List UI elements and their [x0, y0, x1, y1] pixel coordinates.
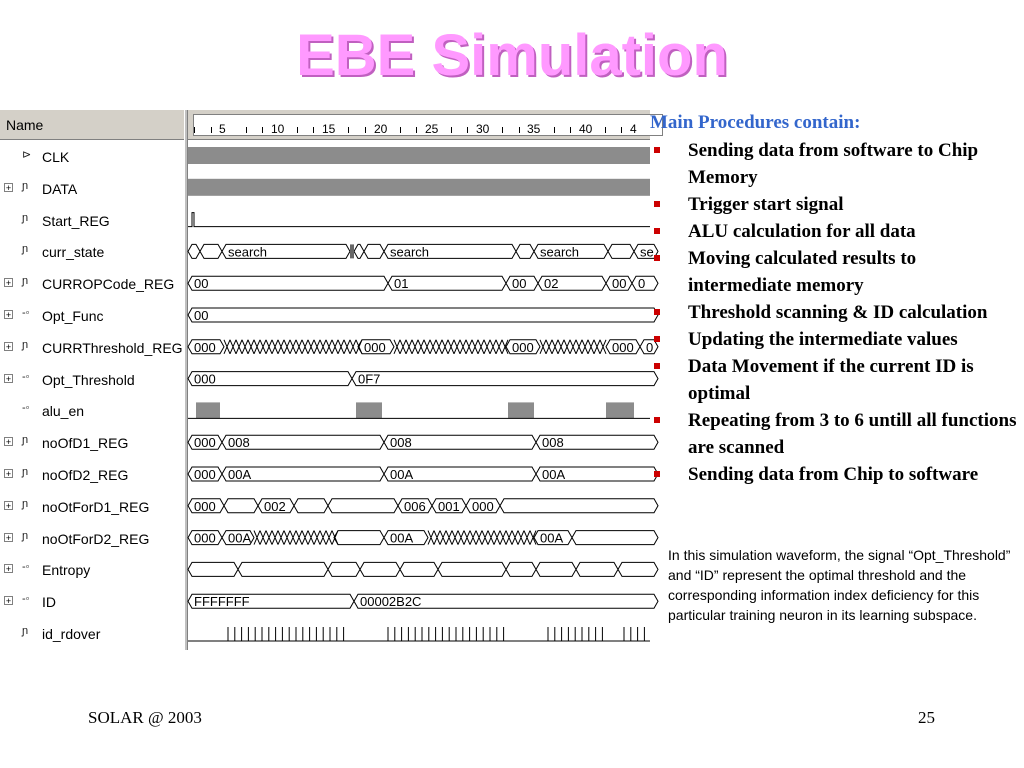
bus-value: 000 [194, 498, 216, 514]
bus-icon: ɲ [22, 179, 29, 192]
ruler-tick-label: 5 [219, 122, 226, 136]
bus-value: 000 [512, 339, 534, 355]
ruler-minor-tick [570, 127, 571, 133]
output-port-icon: -◦ [22, 307, 30, 319]
procedure-item [650, 245, 1020, 299]
bullet-icon [654, 336, 660, 342]
bullet-icon [654, 309, 660, 315]
alu-enable-pulse [196, 402, 220, 418]
expand-icon[interactable]: + [5, 596, 12, 607]
signal-row[interactable] [0, 459, 186, 491]
ruler-tick-label: 20 [374, 122, 388, 136]
bullet-icon [654, 201, 660, 207]
bus-value: search [228, 244, 268, 260]
signal-row[interactable] [0, 300, 186, 332]
signal-name: noOfD1_REG [42, 435, 129, 452]
procedure-item [650, 407, 1020, 461]
bus-toggle-region [394, 340, 508, 354]
signal-name: Entropy [42, 562, 91, 579]
bus-value: se [640, 244, 654, 260]
bus-segment [536, 562, 576, 576]
slide-title: EBE Simulation [296, 23, 728, 88]
bus-value: 0 [638, 276, 646, 292]
bus-toggle-region [540, 340, 606, 354]
bus-value: 00A [228, 530, 252, 546]
bus-segment [400, 562, 438, 576]
bus-value: 008 [228, 435, 250, 451]
bus-value: search [390, 244, 430, 260]
signal-name: CLK [42, 149, 70, 165]
ruler-tick-label: 15 [322, 122, 336, 136]
expand-icon[interactable]: + [5, 278, 12, 289]
alu-enable-pulse [356, 402, 382, 418]
bus-value: 0 [646, 339, 654, 355]
signal-row[interactable] [0, 586, 186, 618]
alu-enable-pulse [606, 402, 634, 418]
procedures-heading: Main Procedures contain: [650, 112, 861, 133]
signal-row[interactable] [0, 173, 186, 205]
bus-value: 000 [612, 339, 634, 355]
bus-value: FFFFFFF [194, 594, 250, 610]
procedure-text: Threshold scanning & ID calculation [688, 302, 988, 323]
expand-icon[interactable]: + [5, 341, 12, 352]
bus-segment [438, 562, 506, 576]
bus-segment [352, 372, 658, 386]
bus-segment [188, 562, 238, 576]
bus-value: 0F7 [358, 371, 381, 387]
procedure-item [650, 218, 1020, 245]
bus-value: 00A [390, 530, 414, 546]
ruler-tick-label: 4 [630, 122, 637, 136]
bus-value: 002 [264, 498, 286, 514]
bus-value: 008 [390, 435, 412, 451]
output-port-icon: -◦ [22, 593, 30, 606]
bus-value: 000 [364, 339, 386, 355]
signal-row[interactable] [0, 236, 186, 268]
bus-segment [364, 244, 384, 258]
bus-value: 00A [540, 530, 564, 546]
clock-fill [188, 147, 650, 164]
procedure-text: Updating the intermediate values [688, 329, 958, 350]
signal-name: Opt_Func [42, 308, 104, 324]
bullet-icon [654, 471, 660, 477]
procedure-item [650, 461, 1020, 488]
signal-name: id_rdover [42, 626, 101, 642]
bus-value: 00A [390, 467, 414, 482]
bus-segment [618, 562, 658, 576]
bullet-icon [654, 228, 660, 234]
expand-icon[interactable]: + [5, 500, 12, 511]
expand-icon[interactable]: + [5, 532, 12, 543]
bus-segment [506, 562, 536, 576]
bus-toggle-region [224, 340, 362, 354]
bus-toggle-region [428, 531, 536, 545]
bus-value: 000 [194, 339, 216, 355]
procedure-item [650, 326, 1020, 353]
signal-row[interactable] [0, 205, 186, 237]
ruler-minor-tick [313, 127, 314, 133]
ruler-tick-label: 10 [271, 122, 285, 136]
ruler-minor-tick [297, 127, 298, 133]
signal-name: curr_state [42, 244, 105, 261]
signal-name: CURROPCode_REG [42, 276, 175, 293]
bus-segment [516, 244, 534, 258]
bullet-icon [654, 255, 660, 261]
input-port-icon: ⊳ [22, 149, 32, 161]
ruler-minor-tick [365, 127, 366, 133]
bullet-icon [654, 147, 660, 153]
bus-value: 000 [194, 435, 216, 451]
ruler-minor-tick [502, 127, 503, 133]
bus-segment [328, 562, 360, 576]
signal-row[interactable] [0, 491, 186, 523]
ruler-minor-tick [451, 127, 452, 133]
start-pulse [188, 213, 650, 227]
procedure-text: ALU calculation for all data [688, 221, 916, 242]
bus-value: 000 [194, 530, 216, 546]
bus-value: 001 [438, 498, 460, 514]
ruler-minor-tick [194, 127, 195, 133]
bus-segment [200, 244, 222, 258]
state-marker [350, 244, 354, 258]
bus-segment [500, 499, 658, 513]
bus-value: 008 [542, 435, 564, 451]
ruler-minor-tick [621, 127, 622, 133]
signal-name: Opt_Threshold [42, 371, 135, 388]
signal-row[interactable] [0, 141, 186, 173]
bus-segment [224, 499, 258, 513]
procedure-text: Sending data from Chip to software [688, 464, 979, 485]
ruler-minor-tick [605, 127, 606, 133]
signal-name: ID [42, 594, 56, 611]
ruler-minor-tick [416, 127, 417, 133]
name-header-label: Name [6, 117, 44, 133]
bus-value: 000 [194, 371, 216, 387]
expand-icon[interactable]: + [5, 373, 12, 384]
procedure-text: Data Movement if the current ID is optimal [688, 356, 974, 404]
bus-toggle-region [254, 531, 338, 545]
procedure-item [650, 299, 1020, 326]
signal-row[interactable] [0, 364, 186, 396]
bus-value: 000 [472, 498, 494, 514]
bus-value: 00A [542, 467, 566, 482]
bus-value: 000 [194, 467, 216, 482]
bus-segment [576, 562, 618, 576]
procedure-item [650, 353, 1020, 407]
bus-segment [334, 531, 384, 545]
signal-row[interactable] [0, 523, 186, 555]
procedure-item [650, 191, 1020, 218]
ruler-tick-label: 35 [527, 122, 541, 136]
bus-segment [360, 562, 400, 576]
signal-row[interactable] [0, 427, 186, 459]
ruler-minor-tick [211, 127, 212, 133]
procedure-text: Sending data from software to Chip Memory [688, 140, 979, 188]
bus-value: 00A [228, 467, 252, 482]
signal-name: DATA [42, 180, 78, 197]
signal-name: alu_en [42, 403, 85, 420]
waveform-canvas[interactable] [188, 140, 654, 652]
bus-segment [238, 562, 328, 576]
bus-value: search [540, 244, 580, 260]
bus-segment [572, 531, 658, 545]
time-ruler-track [193, 114, 663, 136]
expand-icon[interactable]: + [5, 310, 12, 320]
output-port-icon: -◦ [22, 561, 30, 574]
signal-row[interactable] [0, 395, 186, 427]
bullet-icon [654, 363, 660, 369]
name-column-header[interactable] [0, 110, 186, 140]
procedure-item [650, 137, 1020, 191]
ruler-minor-tick [554, 127, 555, 133]
bus-icon: ɲ [22, 466, 29, 478]
bus-icon: ɲ [22, 211, 29, 224]
bus-segment [188, 276, 388, 290]
bus-value: 00 [194, 276, 209, 292]
expand-icon[interactable]: + [5, 564, 12, 575]
ruler-minor-tick [467, 127, 468, 133]
waveform-viewer [0, 110, 654, 650]
signal-name: noOtForD2_REG [42, 530, 150, 547]
ruler-minor-tick [348, 127, 349, 133]
expand-icon[interactable]: + [5, 182, 12, 193]
bus-segment [188, 244, 200, 258]
ruler-tick-label: 40 [579, 122, 593, 136]
output-port-icon: -◦ [22, 402, 30, 415]
ruler-tick-label: 25 [425, 122, 439, 136]
expand-icon[interactable]: + [5, 437, 12, 448]
bus-segment [188, 308, 658, 322]
bus-value: 006 [404, 498, 426, 514]
bus-value: 02 [544, 276, 559, 292]
ruler-minor-tick [262, 127, 263, 133]
bus-value: 01 [394, 276, 409, 292]
bullet-icon [654, 417, 660, 423]
bus-icon: ɲ [22, 529, 29, 542]
expand-icon[interactable]: + [5, 469, 12, 479]
procedures-panel [650, 112, 1020, 488]
bus-icon: ɲ [22, 625, 29, 637]
bus-segment [608, 244, 634, 258]
readover-pulses [188, 627, 650, 641]
footer-left: SOLAR @ 2003 [88, 708, 202, 727]
bus-value: 00 [612, 276, 627, 292]
data-fill [188, 179, 650, 196]
time-ruler[interactable] [188, 110, 650, 140]
bus-segment [328, 499, 398, 513]
bus-value: 00002B2C [360, 594, 422, 610]
bus-icon: ɲ [22, 497, 29, 510]
bus-segment [354, 244, 364, 258]
signal-name: noOtForD1_REG [42, 498, 150, 515]
procedure-text: Repeating from 3 to 6 untill all functions are scanned [688, 410, 1017, 458]
bus-value: 00 [512, 276, 527, 292]
bus-segment [294, 499, 328, 513]
signal-name: Start_REG [42, 212, 110, 229]
signal-name: noOfD2_REG [42, 467, 129, 483]
bus-icon: ɲ [22, 434, 29, 447]
signal-row[interactable] [0, 332, 186, 364]
output-port-icon: -◦ [22, 370, 30, 383]
alu-enable-pulse [508, 402, 534, 418]
waveform-caption: In this simulation waveform, the signal “Opt_Threshold” and “ID” represent the optimal threshold and the corresponding information index deficiency for this particular training neuron in its learning subspace. [668, 547, 1011, 623]
bus-icon: ɲ [22, 338, 29, 351]
bus-value: 00 [194, 308, 209, 323]
ruler-tick-label: 30 [476, 122, 490, 136]
ruler-minor-tick [400, 127, 401, 133]
signal-row[interactable] [0, 618, 186, 650]
ruler-minor-tick [246, 127, 247, 133]
signal-name: CURRThreshold_REG [42, 339, 183, 356]
bus-icon: ɲ [22, 243, 29, 256]
page-number: 25 [918, 708, 935, 727]
ruler-minor-tick [519, 127, 520, 133]
bus-icon: ɲ [22, 275, 29, 288]
signal-row[interactable] [0, 268, 186, 300]
procedure-text: Moving calculated results to intermediate memory [688, 248, 917, 296]
procedure-text: Trigger start signal [688, 194, 844, 215]
signal-row[interactable] [0, 554, 186, 586]
procedures-list [650, 137, 1020, 488]
